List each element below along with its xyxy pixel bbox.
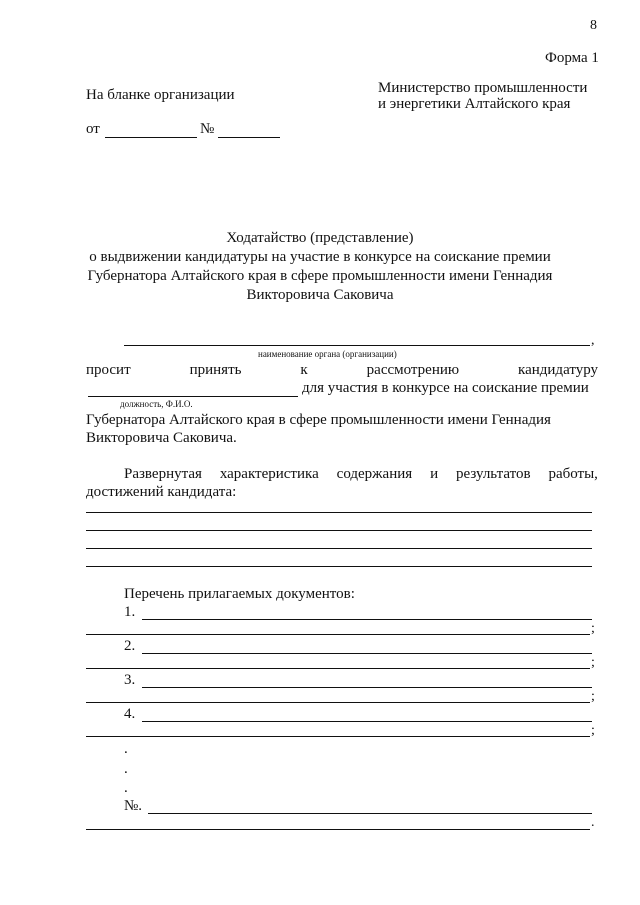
position-name-field[interactable] xyxy=(88,396,298,397)
title-line-1: Ходатайство (представление) xyxy=(226,230,414,246)
characteristic-word: Развернутая xyxy=(124,466,202,482)
document-item-field[interactable] xyxy=(86,634,590,635)
document-item-number: №. xyxy=(124,798,143,814)
title-line-4: Викторовича Саковича xyxy=(246,287,394,303)
date-field[interactable] xyxy=(105,137,197,138)
request-word: просит xyxy=(86,362,131,378)
letterhead-note: На бланке организации xyxy=(86,87,235,103)
characteristic-word: работы, xyxy=(548,466,598,482)
request-word: рассмотрению xyxy=(366,362,460,378)
characteristic-field-line[interactable] xyxy=(86,566,592,567)
characteristic-word: и xyxy=(430,466,439,482)
document-item-number: 1. xyxy=(124,604,136,620)
item-semicolon: ; xyxy=(591,655,595,670)
item-semicolon: ; xyxy=(591,723,595,738)
organization-comma: , xyxy=(591,333,595,348)
date-label: от xyxy=(86,121,100,137)
title-line-3: Губернатора Алтайского края в сфере промышленности имени Геннадия xyxy=(87,268,553,284)
characteristic-word: содержания xyxy=(336,466,413,482)
documents-heading: Перечень прилагаемых документов: xyxy=(124,586,355,602)
characteristic-field-line[interactable] xyxy=(86,530,592,531)
document-title xyxy=(60,229,580,305)
page-number: 8 xyxy=(590,18,597,33)
organization-caption: наименование органа (организации) xyxy=(258,349,397,359)
characteristic-word: результатов xyxy=(456,466,531,482)
document-item-field[interactable] xyxy=(142,619,592,620)
characteristic-word: характеристика xyxy=(219,466,319,482)
characteristic-line-1 xyxy=(124,466,598,483)
document-item-field[interactable] xyxy=(148,813,592,814)
title-line-2: о выдвижении кандидатуры на участие в конкурсе на соискание премии xyxy=(89,249,551,265)
addressee-line-1: Министерство промышленности xyxy=(378,80,588,96)
request-suffix: для участия в конкурсе на соискание премии xyxy=(302,380,589,396)
final-period: . xyxy=(591,815,595,830)
characteristic-line-2: достижений кандидата: xyxy=(86,484,237,500)
characteristic-field-line[interactable] xyxy=(86,548,592,549)
request-word: принять xyxy=(189,362,242,378)
item-semicolon: ; xyxy=(591,621,595,636)
document-item-field[interactable] xyxy=(142,687,592,688)
form-label: Форма 1 xyxy=(545,50,599,66)
number-field[interactable] xyxy=(218,137,280,138)
ellipsis-dot: . xyxy=(124,741,128,757)
document-item-field[interactable] xyxy=(86,668,590,669)
characteristic-field-line[interactable] xyxy=(86,512,592,513)
addressee xyxy=(378,80,587,112)
request-line-2: Губернатора Алтайского края в сфере промышленности имени Геннадия xyxy=(86,412,551,428)
document-item-field[interactable] xyxy=(142,721,592,722)
document-item-field[interactable] xyxy=(86,702,590,703)
document-item-number: 2. xyxy=(124,638,136,654)
request-word: кандидатуру xyxy=(518,362,598,378)
position-caption: должность, Ф.И.О. xyxy=(120,399,193,409)
ellipsis-dot: . xyxy=(124,761,128,777)
request-word: к xyxy=(300,362,308,378)
document-item-field[interactable] xyxy=(86,736,590,737)
request-line-1 xyxy=(86,362,598,379)
organization-field[interactable] xyxy=(124,345,590,346)
document-item-field[interactable] xyxy=(142,653,592,654)
document-item-number: 3. xyxy=(124,672,136,688)
ellipsis-dot: . xyxy=(124,780,128,796)
document-item-number: 4. xyxy=(124,706,136,722)
item-semicolon: ; xyxy=(591,689,595,704)
number-sign: № xyxy=(200,121,215,137)
document-item-field[interactable] xyxy=(86,829,590,830)
request-line-3: Викторовича Саковича. xyxy=(86,430,237,446)
addressee-line-2: и энергетики Алтайского края xyxy=(378,96,571,112)
